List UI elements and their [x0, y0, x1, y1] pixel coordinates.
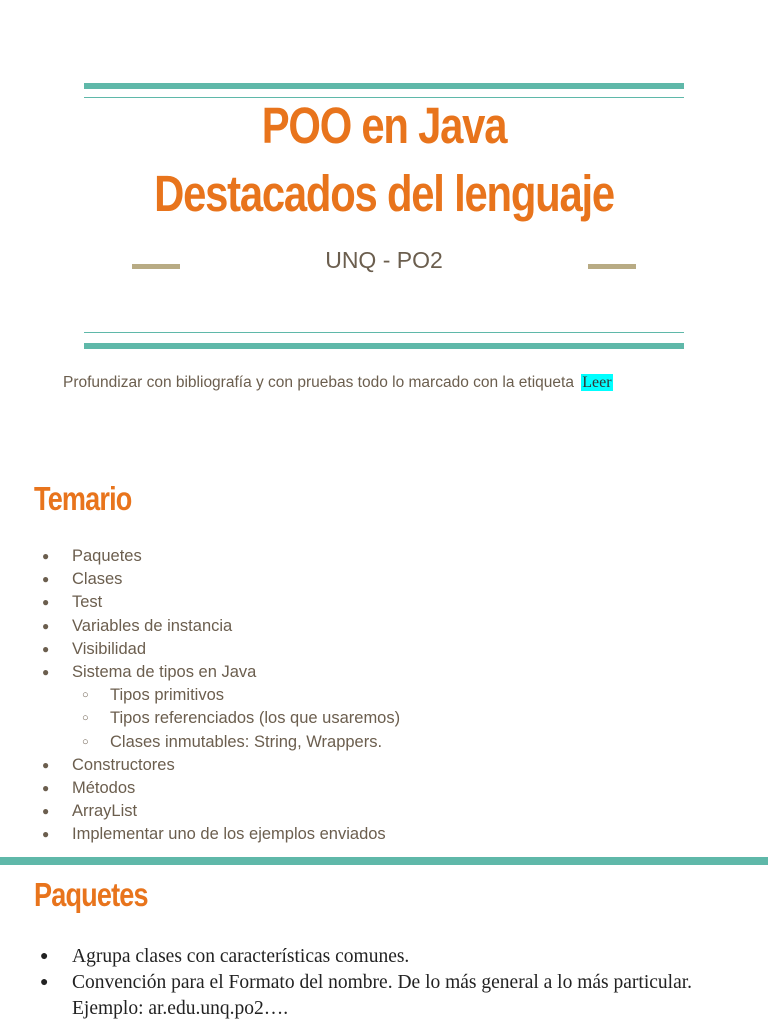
temario-subitem	[0, 731, 400, 754]
temario-item-label: ArrayList	[72, 802, 138, 821]
bullet-icon: ●	[40, 975, 49, 990]
bullet-icon: ●	[42, 804, 50, 819]
temario-item	[0, 777, 400, 800]
title-line-1: POO en Java	[261, 97, 507, 154]
temario-item-label: Variables de instancia	[72, 616, 233, 635]
temario-item-label: Visibilidad	[72, 639, 146, 658]
temario-subitem	[0, 707, 400, 730]
temario-heading: Temario	[34, 480, 132, 517]
temario-item	[0, 800, 400, 823]
temario-item-label: Tipos referenciados (los que usaremos)	[110, 709, 401, 728]
title-bottom-rule-thin	[84, 332, 684, 333]
temario-item-label: Clases	[72, 570, 123, 589]
bullet-icon: ●	[42, 549, 50, 563]
hollow-bullet-icon: ○	[82, 712, 89, 725]
temario-item-label: Métodos	[72, 778, 136, 797]
temario-item-label: Paquetes	[72, 547, 142, 565]
subtitle-right-dash	[588, 264, 636, 269]
hollow-bullet-icon: ○	[82, 689, 89, 702]
bullet-icon: ●	[42, 827, 50, 842]
bullet-icon: ●	[42, 641, 50, 656]
temario-item-label: Sistema de tipos en Java	[72, 662, 257, 681]
temario-item-label: Implementar uno de los ejemplos enviados	[72, 825, 386, 844]
temario-item	[0, 615, 400, 638]
bullet-icon: ●	[42, 664, 50, 679]
title-bottom-rule-thick	[84, 343, 684, 349]
bullet-icon: ●	[42, 572, 50, 587]
temario-item-label: Constructores	[72, 755, 175, 774]
paquetes-point-text: Agrupa clases con características comunes.	[72, 946, 410, 967]
temario-item-label: Tipos primitivos	[110, 686, 224, 705]
temario-subitem	[0, 684, 400, 707]
paquetes-list	[0, 944, 712, 1022]
bullet-icon: ●	[42, 780, 50, 795]
temario-item-label: Test	[72, 593, 103, 612]
paquetes-point-text: Convención para el Formato del nombre. De lo más general a lo más particular. Ejemplo: ar.edu.unq.po2….	[72, 972, 693, 1019]
title-top-rule-thick	[84, 83, 684, 89]
temario-item	[0, 823, 400, 846]
temario-list	[0, 545, 400, 846]
reading-note	[63, 374, 743, 392]
bullet-icon: ●	[42, 618, 50, 633]
subtitle: UNQ - PO2	[325, 247, 443, 273]
temario-item	[0, 568, 400, 591]
bullet-icon: ●	[42, 757, 50, 772]
section-divider	[0, 857, 768, 865]
bullet-icon: ●	[42, 595, 50, 610]
bullet-icon: ●	[40, 949, 49, 964]
temario-item	[0, 638, 400, 661]
title-line-2: Destacados del lenguaje	[154, 165, 614, 222]
temario-item	[0, 545, 400, 568]
temario-item	[0, 754, 400, 777]
reading-note-text: Profundizar con bibliografía y con pruebas todo lo marcado con la etiqueta	[63, 374, 574, 391]
subtitle-row	[0, 246, 768, 280]
paquetes-point	[0, 944, 712, 970]
paquetes-heading: Paquetes	[34, 876, 148, 913]
temario-item	[0, 661, 400, 684]
temario-item-label: Clases inmutables: String, Wrappers.	[110, 732, 383, 751]
temario-item	[0, 591, 400, 614]
hollow-bullet-icon: ○	[82, 735, 89, 748]
paquetes-point	[0, 970, 712, 1022]
leer-tag: Leer	[582, 374, 612, 391]
